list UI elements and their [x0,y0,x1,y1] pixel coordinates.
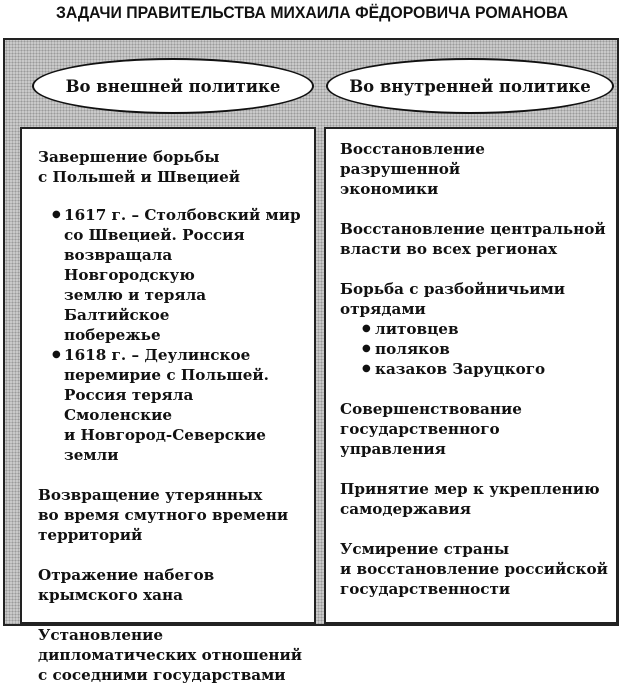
item-line: с соседними государствами [38,666,286,684]
sub-line: со Швецией. Россия [64,226,245,244]
foreign-policy-header [32,58,314,114]
domestic-item-economy [340,139,608,199]
item-line: и восстановление российской [340,560,608,578]
bullet-icon: ● [52,209,61,220]
list-text: поляков [375,340,450,358]
foreign-item-war-end-line: Завершение борьбы [38,148,220,166]
item-line: власти во всех регионах [340,240,558,258]
sub-line: побережье [64,326,161,344]
domestic-item-statehood [340,539,608,599]
foreign-item-territories [38,485,306,545]
item-line: государственности [340,580,511,598]
item-line: Совершенствование [340,400,522,418]
item-line: Восстановление центральной [340,220,606,238]
domestic-policy-column [324,127,618,624]
domestic-policy-header [326,58,614,114]
domestic-item-bandits [340,279,608,379]
list-text: казаков Заруцкого [375,360,546,378]
item-line: управления [340,440,446,458]
sub-line: землю и теряла Балтийское [64,286,207,324]
foreign-subitem-stolbovo [38,205,306,345]
item-line: самодержавия [340,500,472,518]
bullet-icon: ● [362,343,371,354]
foreign-policy-column [20,127,316,684]
item-line: во время смутного времени [38,506,289,524]
item-line: Восстановление разрушенной [340,140,485,178]
page-title: ЗАДАЧИ ПРАВИТЕЛЬСТВА МИХАИЛА ФЁДОРОВИЧА РОМАНОВА [55,3,569,22]
sub-line: и Новгород-Северские земли [64,426,266,464]
sub-line: 1617 г. – Столбовский мир [64,206,301,224]
sub-line: Россия теряла Смоленские [64,386,194,424]
item-line: государственного [340,420,500,438]
foreign-subitem-deulino [38,345,306,465]
sub-line: возвращала Новгородскую [64,246,195,284]
foreign-item-crimea [38,565,306,605]
bandits-list-item [362,339,608,359]
item-line: Установление [38,626,164,644]
bullet-icon: ● [362,363,371,374]
foreign-policy-header-label: Во внешней политике [65,76,281,96]
item-line: территорий [38,526,143,544]
bullet-icon: ● [362,323,371,334]
bandits-list [362,319,608,379]
domestic-item-governance [340,399,608,459]
domestic-item-central-power [340,219,608,259]
item-line: Борьба с разбойничьими [340,280,566,298]
foreign-item-war-end-line: с Польшей и Швецией [38,168,240,186]
bandits-list-item [362,319,608,339]
item-line: Возвращение утерянных [38,486,263,504]
list-text: литовцев [375,320,459,338]
sub-line: перемирие с Польшей. [64,366,269,384]
item-line: Усмирение страны [340,540,510,558]
foreign-item-diplomacy [38,625,306,685]
item-line: отрядами [340,300,426,318]
sub-line: 1618 г. – Деулинское [64,346,251,364]
item-line: крымского хана [38,586,183,604]
domestic-policy-header-label: Во внутренней политике [349,76,591,96]
bandits-list-item [362,359,608,379]
foreign-item-war-end [38,147,306,187]
bullet-icon: ● [52,349,61,360]
domestic-item-autocracy [340,479,608,519]
item-line: Принятие мер к укреплению [340,480,600,498]
item-line: Отражение набегов [38,566,215,584]
item-line: экономики [340,180,439,198]
item-line: дипломатических отношений [38,646,303,664]
